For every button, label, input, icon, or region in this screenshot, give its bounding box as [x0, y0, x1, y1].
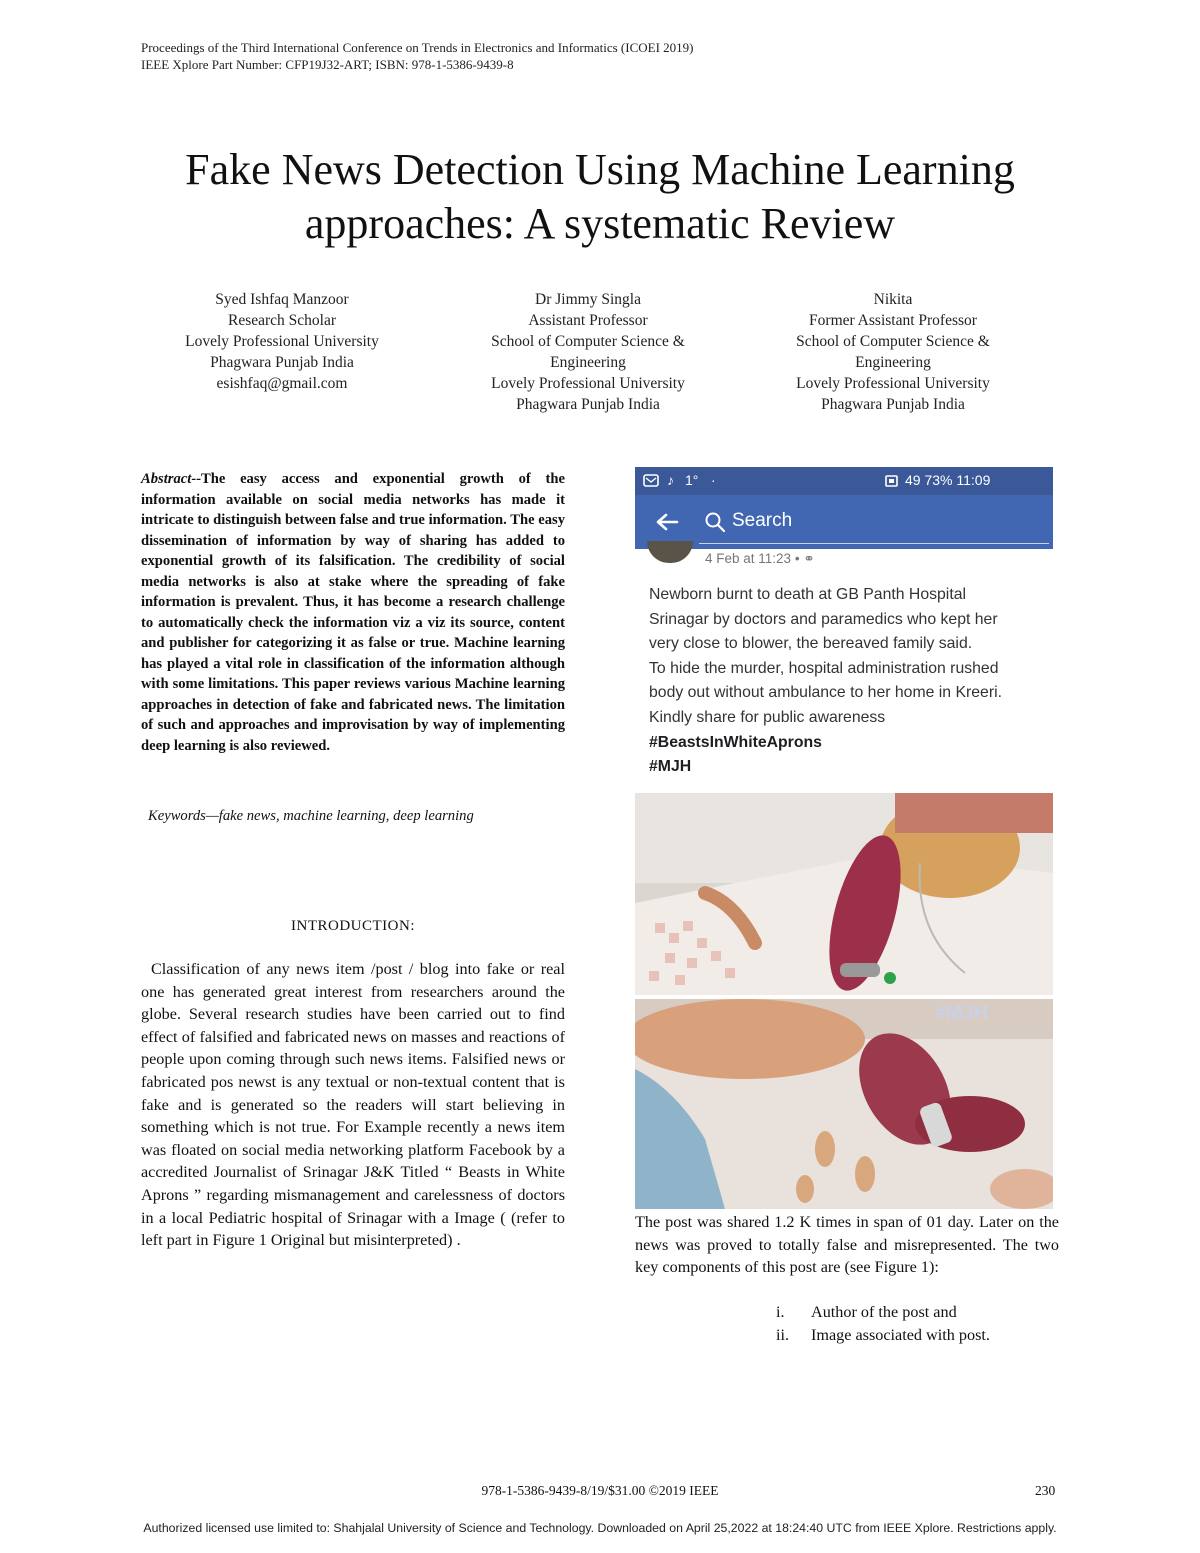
post-photo-1 [635, 793, 1053, 995]
list-num-1: i. [776, 1303, 785, 1321]
abstract-label: Abstract [141, 471, 192, 487]
search-underline [699, 543, 1049, 544]
license-notice: Authorized licensed use limited to: Shahjalal University of Science and Technology. Downloaded on April 25,2022 at 18:24:40 UTC from IEEE Xplore. Restrictions apply. [143, 1521, 1057, 1535]
author-department-cont: Engineering [855, 354, 931, 371]
author-role: Research Scholar [227, 312, 337, 329]
phone-status-bar [635, 467, 1053, 495]
author-name: Nikita [873, 291, 913, 308]
globe-icon: ⚭ [803, 551, 815, 566]
message-icon [643, 474, 659, 488]
author-location: Phagwara Punjab India [821, 396, 965, 413]
status-right: 49 73% 11:09 [905, 472, 991, 488]
author-affiliation: Lovely Professional University [491, 375, 685, 392]
post-line: body out without ambulance to her home in Kreeri. [649, 684, 1003, 702]
author-affiliation: Lovely Professional University [185, 333, 379, 350]
list-item-1: Author of the post and [811, 1303, 957, 1321]
author-1 [137, 289, 427, 394]
keywords: Keywords—fake news, machine learning, deep learning [148, 808, 474, 824]
avatar [647, 541, 693, 563]
author-department: School of Computer Science & [796, 333, 990, 350]
author-email: esishfaq@gmail.com [216, 375, 348, 392]
post-text [649, 583, 1049, 780]
abstract-text: --The easy access and exponential growth of the information available on social media networks has made it intricate to distinguish between false and true information. The easy dissemination of information by way of sharing has added to exponential growth of its falsification. The credibility of social media networks is also at stake where the spreading of fake information is prevalent. Thus, it has become a research challenge to automatically check the information viz a viz its source, content and publisher for categorizing it as false or true. Machine learning has played a vital role in classification of the information although with some limitations. This paper reviews various Machine learning approaches in detection of fake and fabricated news. The limitation of such and approaches and improvisation by way of implementing deep learning is also reviewed. [141, 471, 565, 754]
post-meta [705, 551, 815, 567]
author-affiliation: Lovely Professional University [796, 375, 990, 392]
temperature: 1° [685, 472, 699, 488]
author-name: Syed Ishfaq Manzoor [215, 291, 349, 308]
post-line: Srinagar by doctors and paramedics who kept her [649, 610, 998, 628]
list-item-2: Image associated with post. [811, 1326, 990, 1344]
back-arrow-icon[interactable] [655, 512, 679, 532]
photo-watermark: #MJH [935, 1002, 989, 1024]
search-icon [704, 511, 726, 533]
isbn-header: IEEE Xplore Part Number: CFP19J32-ART; ISBN: 978-1-5386-9439-8 [141, 57, 514, 72]
search-input[interactable]: Search [732, 510, 793, 531]
post-line: very close to blower, the bereaved family said. [649, 635, 973, 653]
post-line: To hide the murder, hospital administration rushed [649, 659, 999, 677]
hashtag[interactable]: #MJH [649, 758, 692, 776]
hashtag[interactable]: #BeastsInWhiteAprons [649, 733, 822, 751]
author-3 [748, 289, 1038, 415]
intro-heading: INTRODUCTION: [291, 918, 415, 934]
abstract [141, 469, 565, 756]
tiktok-icon: ♪ [667, 472, 674, 488]
title-line-1: Fake News Detection Using Machine Learning [185, 145, 1015, 194]
copyright-code: 978-1-5386-9439-8/19/$31.00 ©2019 IEEE [481, 1483, 719, 1498]
paper-title [100, 143, 1100, 251]
cast-icon [885, 475, 898, 487]
title-line-2: approaches: A systematic Review [304, 199, 896, 248]
author-name: Dr Jimmy Singla [535, 291, 641, 308]
author-department: School of Computer Science & [491, 333, 685, 350]
post-photo-2 [635, 999, 1053, 1209]
figure-1-screenshot [635, 467, 1053, 1209]
author-role: Assistant Professor [528, 312, 648, 329]
author-location: Phagwara Punjab India [516, 396, 660, 413]
author-2 [443, 289, 733, 415]
dot-icon: · [711, 472, 716, 488]
post-line: Kindly share for public awareness [649, 708, 886, 726]
intro-body: Classification of any news item /post / blog into fake or real one has generated great interest from researchers around the globe. Several research studies have been carried out to find effect of falsified and fabricated news on masses and reactions of people upon coming through such news items. Falsified news or fabricated pos newst is any textual or non-textual content that is fake and is generated so the readers will start believing in something which is not true. For Example recently a news item was floated on social media networking platform Facebook by a accredited Journalist of Srinagar J&K Titled “ Beasts in White Aprons ” regarding mismanagement and carelessness of doctors in a local Pediatric hospital of Srinagar with a Image ( (refer to left part in Figure 1 Original but misinterpreted) . [141, 960, 565, 1250]
facebook-search-bar [635, 495, 1053, 549]
author-department-cont: Engineering [550, 354, 626, 371]
page-number: 230 [1035, 1483, 1056, 1498]
post-line: Newborn burnt to death at GB Panth Hospital [649, 586, 967, 603]
list-num-2: ii. [776, 1326, 790, 1344]
author-role: Former Assistant Professor [809, 312, 977, 329]
post-time: 4 Feb at 11:23 • [705, 551, 800, 566]
author-location: Phagwara Punjab India [210, 354, 354, 371]
conference-header: Proceedings of the Third International Conference on Trends in Electronics and Informatics (ICOEI 2019) [141, 40, 694, 55]
figure-caption: The post was shared 1.2 K times in span of 01 day. Later on the news was proved to totally false and misrepresented. The two key components of this post are (see Figure 1): [635, 1213, 1059, 1277]
